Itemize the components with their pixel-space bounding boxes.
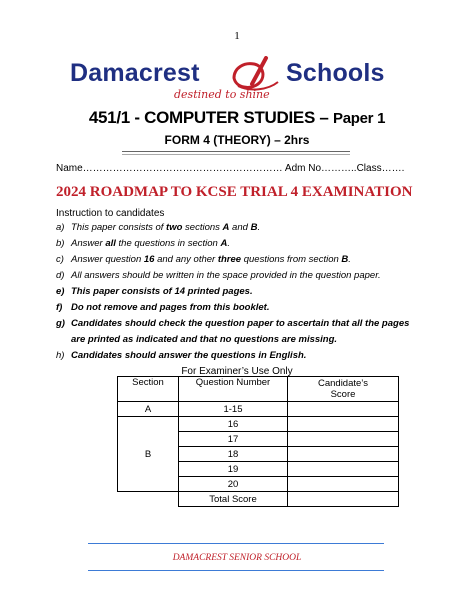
header-candidate-score-line2: Score (330, 389, 356, 400)
examiner-score-table (117, 376, 399, 507)
total-score-cell (288, 492, 399, 507)
blank-cell (118, 492, 179, 507)
table-total-row (118, 492, 399, 507)
logo-word-left: Damacrest (70, 59, 200, 87)
footer-divider-top (88, 543, 384, 544)
logo-emblem-icon (230, 56, 282, 92)
logo-tagline: destined to shine (174, 88, 270, 101)
title-divider (122, 151, 350, 152)
question-cell: 1-15 (179, 402, 288, 417)
instruction-e: e) This paper consists of 14 printed pages. (56, 286, 253, 297)
table-header-row (118, 377, 399, 402)
score-cell (288, 402, 399, 417)
footer-school-name: DAMACREST SENIOR SCHOOL (172, 553, 302, 563)
instruction-d: d) All answers should be written in the space provided in the question paper. (56, 270, 381, 281)
candidate-details-line: Name…………………………………………………… Adm No………..Class……. (56, 163, 405, 174)
question-cell: 20 (179, 477, 288, 492)
score-cell (288, 432, 399, 447)
instruction-g: g) Candidates should check the question paper to ascertain that all the pages (56, 318, 410, 329)
exam-title (0, 108, 474, 128)
table-row (118, 402, 399, 417)
logo-word-right: Schools (286, 59, 385, 87)
score-cell (288, 462, 399, 477)
exam-paper: Paper 1 (333, 110, 386, 127)
instruction-f: f) Do not remove and pages from this booklet. (56, 302, 270, 313)
total-score-label: Total Score (179, 492, 288, 507)
header-question-number: Question Number (179, 377, 288, 402)
section-a-cell: A (118, 402, 179, 417)
question-cell: 17 (179, 432, 288, 447)
instruction-g-continued: are printed as indicated and that no questions are missing. (71, 334, 338, 345)
instruction-c: c) Answer question 16 and any other three questions from section B. (56, 254, 351, 265)
instruction-b: b) Answer all the questions in section A. (56, 238, 230, 249)
exam-form-line: FORM 4 (THEORY) – 2hrs (164, 133, 310, 147)
question-cell: 18 (179, 447, 288, 462)
table-caption: For Examiner’s Use Only (181, 366, 293, 377)
score-cell (288, 417, 399, 432)
score-cell (288, 477, 399, 492)
question-cell: 19 (179, 462, 288, 477)
score-cell (288, 447, 399, 462)
roadmap-title: 2024 ROADMAP TO KCSE TRIAL 4 EXAMINATION (56, 184, 413, 200)
section-b-cell: B (118, 417, 179, 492)
table-row (118, 417, 399, 432)
school-logo (70, 58, 402, 108)
title-divider-thin (122, 154, 350, 155)
footer-divider-bottom (88, 570, 384, 571)
exam-code-subject: 451/1 - COMPUTER STUDIES – (88, 108, 334, 127)
question-cell: 16 (179, 417, 288, 432)
header-candidate-score-line1: Candidate’s (317, 378, 368, 389)
instructions-heading: Instruction to candidates (56, 208, 165, 219)
header-candidate-score (288, 377, 399, 402)
instruction-h: h) Candidates should answer the questions in English. (56, 350, 307, 361)
instruction-a: a) This paper consists of two sections A and B. (56, 222, 261, 233)
header-section: Section (118, 377, 179, 402)
page-number: 1 (234, 30, 240, 42)
